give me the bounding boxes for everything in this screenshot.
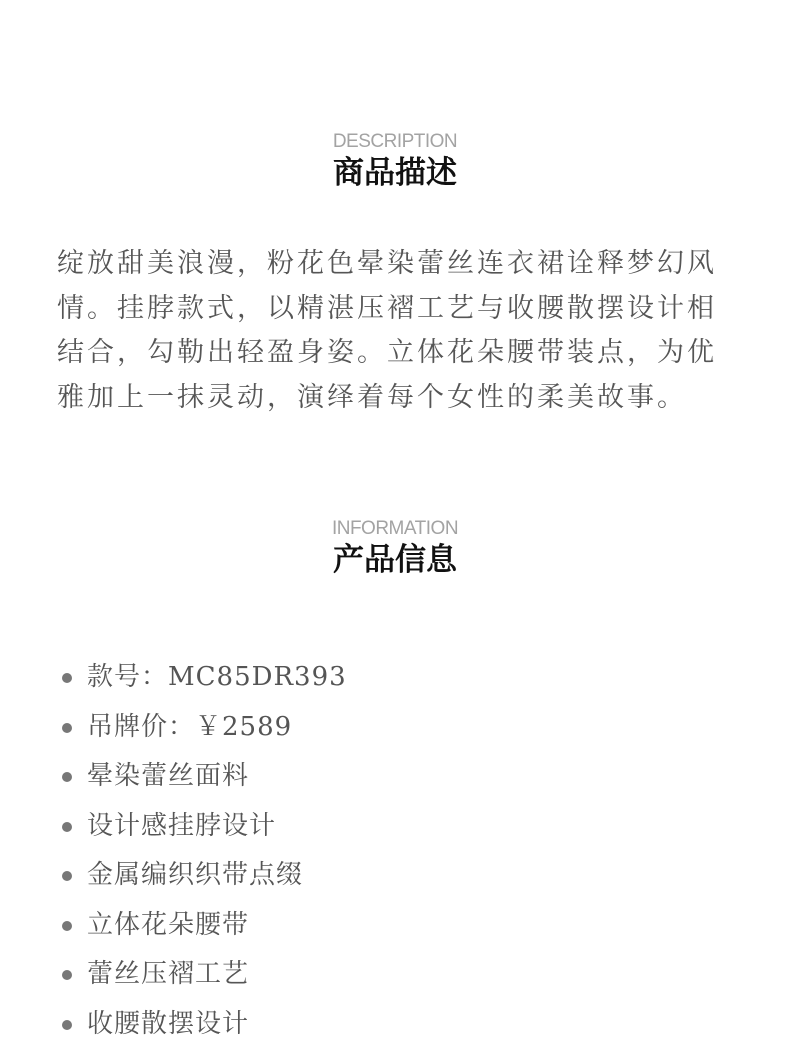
- information-list: [58, 653, 347, 1049]
- info-item-label: 款号：: [87, 662, 168, 692]
- info-item-value: ￥2589: [195, 712, 292, 742]
- info-item-fabric: [58, 752, 347, 802]
- bullet-icon: [62, 723, 72, 733]
- information-eyebrow: INFORMATION: [0, 518, 790, 540]
- info-item-flower-belt: [58, 901, 347, 951]
- info-item-label: 金属编织织带点缀: [87, 860, 303, 890]
- info-item-tag-price: [58, 703, 347, 753]
- info-item-halter: [58, 802, 347, 852]
- bullet-icon: [62, 970, 72, 980]
- bullet-icon: [62, 673, 72, 683]
- information-header: [0, 518, 790, 580]
- info-item-pleat: [58, 950, 347, 1000]
- info-item-value: MC85DR393: [168, 662, 347, 692]
- description-header: [0, 131, 790, 193]
- info-item-label: 收腰散摆设计: [87, 1009, 249, 1039]
- info-item-label: 蕾丝压褶工艺: [87, 959, 249, 989]
- bullet-icon: [62, 921, 72, 931]
- bullet-icon: [62, 772, 72, 782]
- info-item-metal-braid: [58, 851, 347, 901]
- info-item-label: 立体花朵腰带: [87, 910, 249, 940]
- description-title: 商品描述: [0, 153, 790, 193]
- info-item-label: 设计感挂脖设计: [87, 811, 276, 841]
- info-item-label: 吊牌价：: [87, 712, 195, 742]
- description-eyebrow: DESCRIPTION: [0, 131, 790, 153]
- info-item-style-number: [58, 653, 347, 703]
- bullet-icon: [62, 822, 72, 832]
- description-text: 绽放甜美浪漫，粉花色晕染蕾丝连衣裙诠释梦幻风情。挂脖款式，以精湛压褶工艺与收腰散摆设计相结合，勾勒出轻盈身姿。立体花朵腰带装点，为优雅加上一抹灵动，演绎着每个女性的柔美故事。: [57, 242, 737, 420]
- bullet-icon: [62, 1020, 72, 1030]
- info-item-label: 晕染蕾丝面料: [87, 761, 249, 791]
- information-title: 产品信息: [0, 540, 790, 580]
- info-item-waist: [58, 1000, 347, 1049]
- bullet-icon: [62, 871, 72, 881]
